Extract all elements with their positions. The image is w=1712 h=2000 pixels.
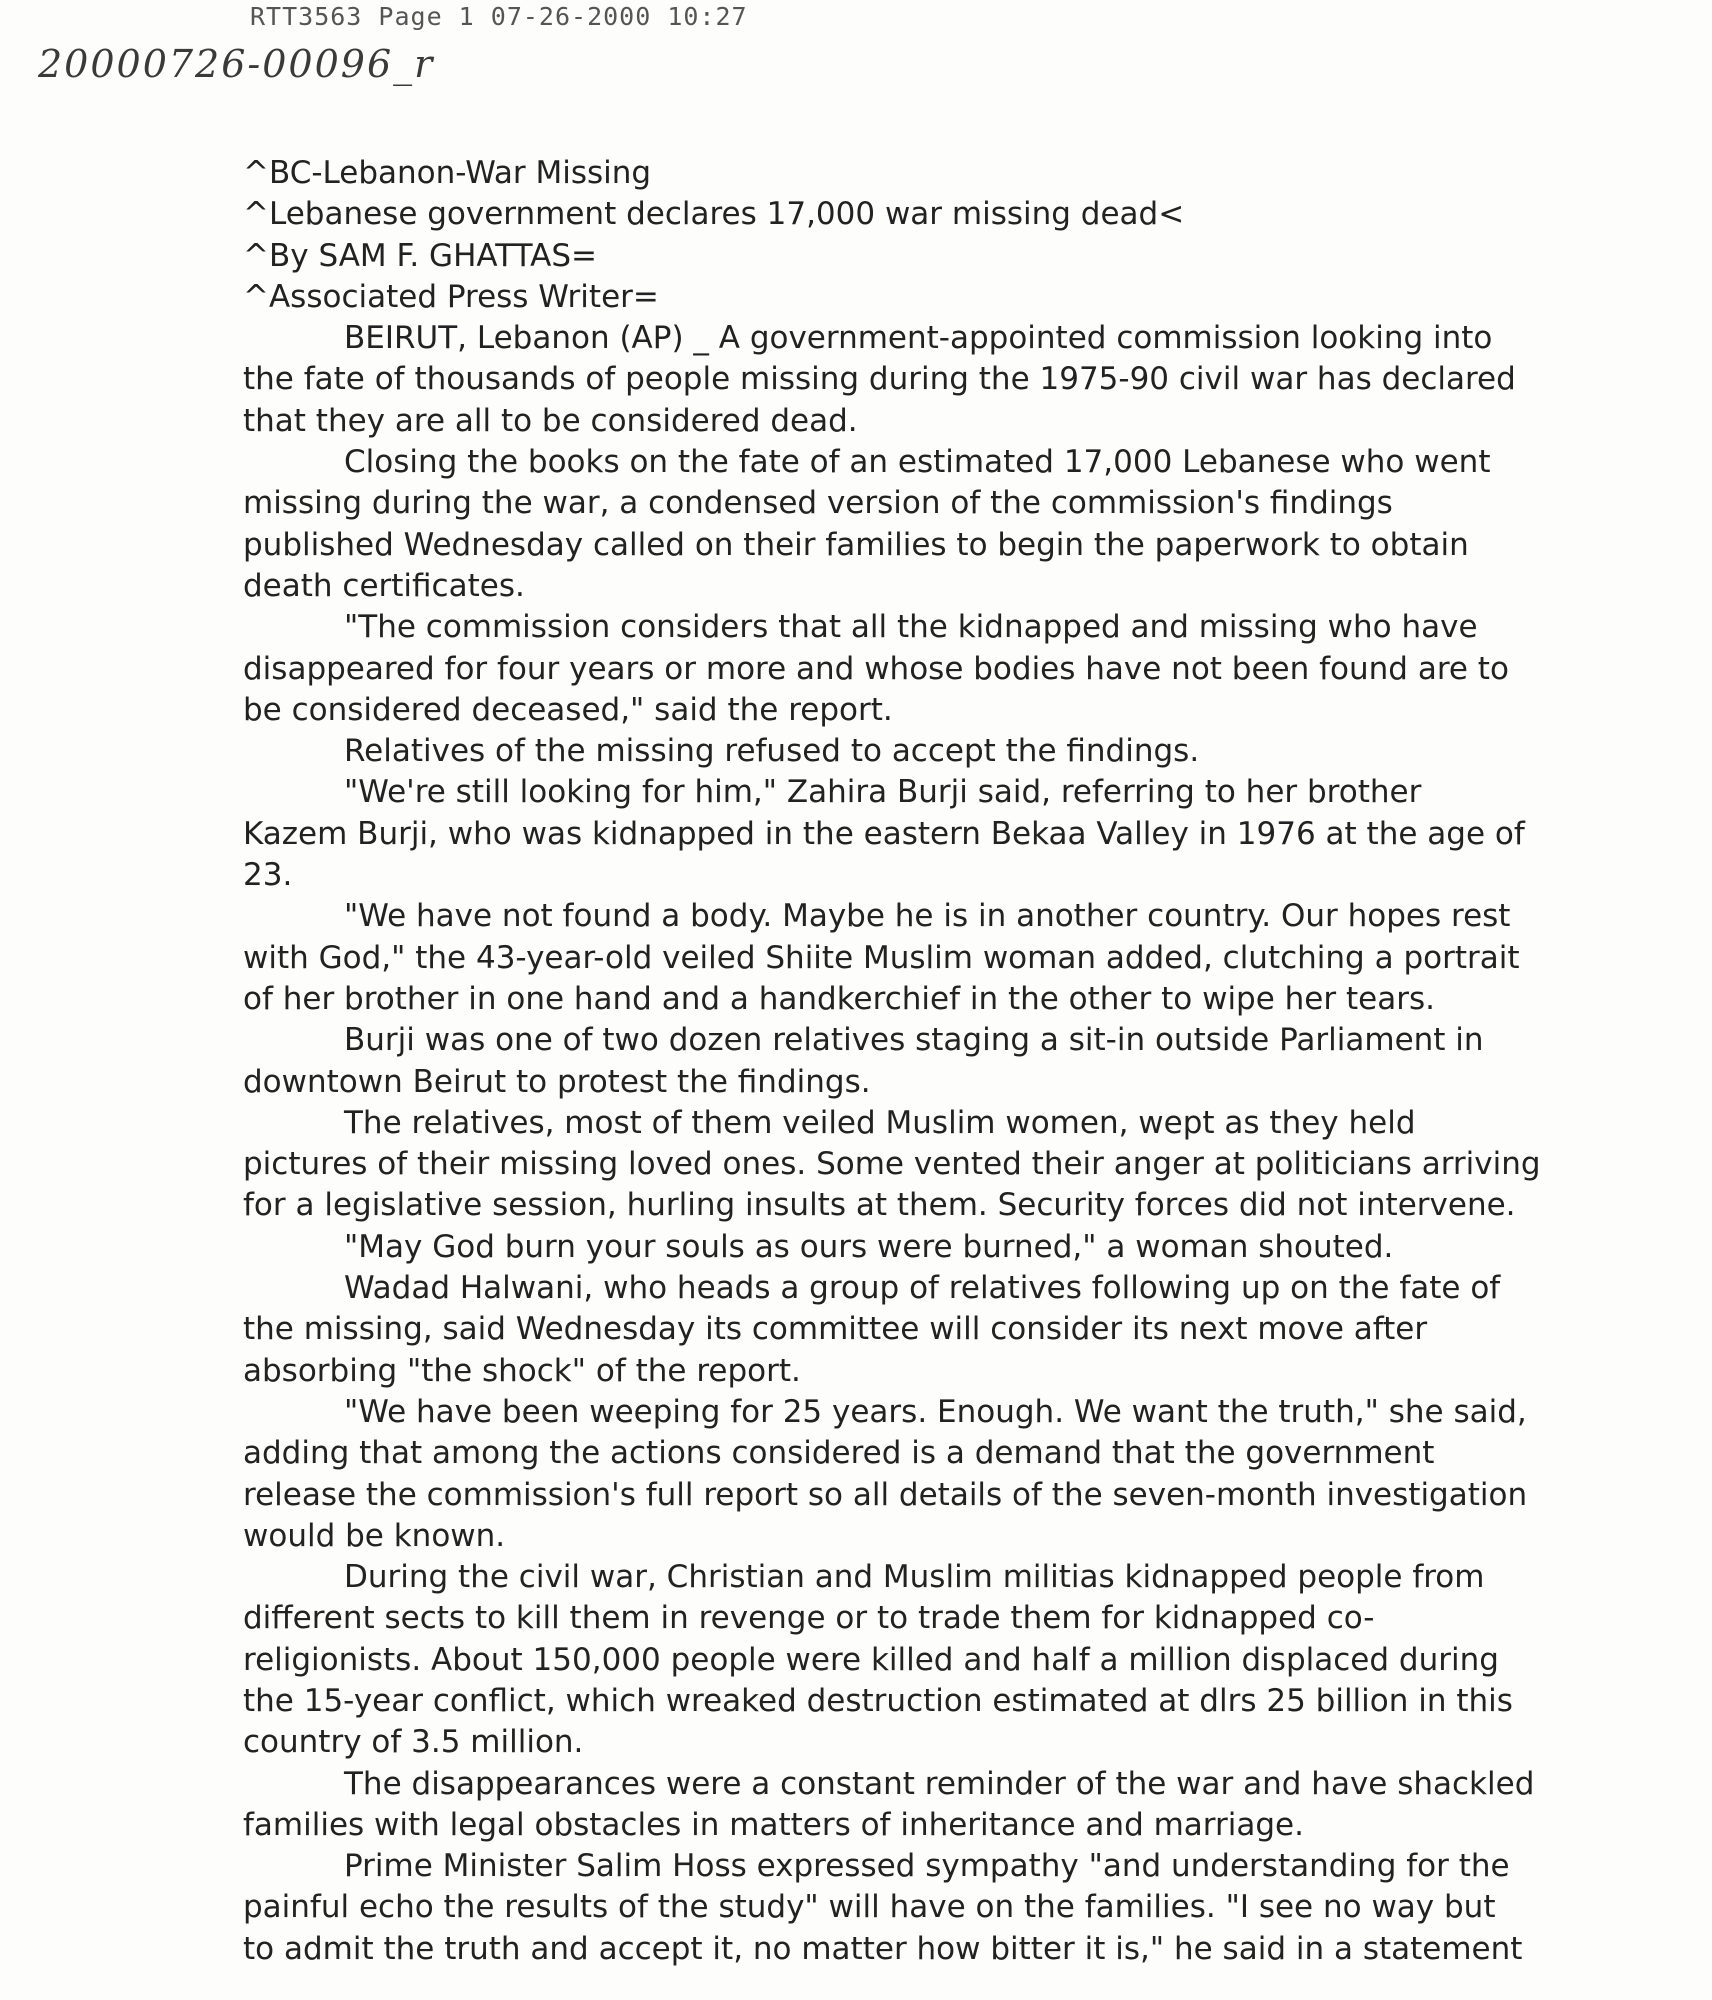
paragraph-first-line: The relatives, most of them veiled Muslim women, wept as they held	[344, 1104, 1416, 1141]
paragraph-line: families with legal obstacles in matters of inheritance and marriage.	[243, 1806, 1304, 1843]
paragraph-first-line: "We have been weeping for 25 years. Enough. We want the truth," she said,	[344, 1393, 1527, 1430]
article-credit: ^Associated Press Writer=	[243, 278, 659, 315]
paragraph-line: pictures of their missing loved ones. Some vented their anger at politicians arriving	[243, 1146, 1541, 1183]
paragraph-line: the 15-year conflict, which wreaked destruction estimated at dlrs 25 billion in this	[243, 1682, 1513, 1719]
article-headline: ^Lebanese government declares 17,000 war missing dead<	[243, 196, 1185, 233]
page-header: RTT3563 Page 1 07-26-2000 10:27	[250, 2, 748, 31]
paragraph-line: downtown Beirut to protest the findings.	[243, 1063, 871, 1100]
paragraph-line: of her brother in one hand and a handkerchief in the other to wipe her tears.	[243, 980, 1435, 1017]
paragraph-first-line: During the civil war, Christian and Muslim militias kidnapped people from	[344, 1559, 1485, 1596]
paragraph-line: published Wednesday called on their families to begin the paperwork to obtain	[243, 526, 1469, 563]
paragraph-first-line: "We're still looking for him," Zahira Burji said, referring to her brother	[344, 774, 1422, 811]
paragraph-line: disappeared for four years or more and whose bodies have not been found are to	[243, 650, 1509, 687]
paragraph-line: release the commission's full report so all details of the seven-month investigation	[243, 1476, 1528, 1513]
paragraph-line: Kazem Burji, who was kidnapped in the eastern Bekaa Valley in 1976 at the age of	[243, 815, 1525, 852]
paragraph-first-line: Wadad Halwani, who heads a group of relatives following up on the fate of	[344, 1270, 1501, 1307]
paragraph-first-line: The disappearances were a constant reminder of the war and have shackled	[344, 1765, 1535, 1802]
paragraph-first-line: Prime Minister Salim Hoss expressed sympathy "and understanding for the	[344, 1848, 1510, 1885]
paragraph-line: missing during the war, a condensed version of the commission's findings	[243, 485, 1393, 522]
paragraph-line: absorbing "the shock" of the report.	[243, 1352, 801, 1389]
paragraph-line: 23.	[243, 857, 293, 894]
paragraph-first-line: BEIRUT, Lebanon (AP) _ A government-appointed commission looking into	[344, 320, 1493, 357]
paragraph-line: religionists. About 150,000 people were killed and half a million displaced during	[243, 1641, 1499, 1678]
handwritten-document-id: 20000726-00096_r	[38, 42, 435, 86]
paragraph-line: be considered deceased," said the report.	[243, 691, 893, 728]
paragraph-first-line: "The commission considers that all the kidnapped and missing who have	[344, 609, 1478, 646]
paragraph-line: adding that among the actions considered is a demand that the government	[243, 1435, 1435, 1472]
paragraph-first-line: Relatives of the missing refused to accept the findings.	[344, 733, 1200, 770]
paragraph-line: death certificates.	[243, 567, 525, 604]
paragraph-line: with God," the 43-year-old veiled Shiite Muslim woman added, clutching a portrait	[243, 939, 1520, 976]
paragraph-first-line: "We have not found a body. Maybe he is in another country. Our hopes rest	[344, 898, 1511, 935]
paragraph-first-line: Burji was one of two dozen relatives staging a sit-in outside Parliament in	[344, 1022, 1484, 1059]
paragraph-line: the missing, said Wednesday its committee will consider its next move after	[243, 1311, 1428, 1348]
paragraph-line: would be known.	[243, 1517, 506, 1554]
paragraph-line: to admit the truth and accept it, no matter how bitter it is," he said in a statement	[243, 1930, 1523, 1967]
paragraph-first-line: "May God burn your souls as ours were burned," a woman shouted.	[344, 1228, 1394, 1265]
paragraph-line: country of 3.5 million.	[243, 1724, 584, 1761]
article-body	[243, 153, 1683, 1970]
paragraph-line: for a legislative session, hurling insults at them. Security forces did not intervene.	[243, 1187, 1516, 1224]
paragraph-line: different sects to kill them in revenge or to trade them for kidnapped co-	[243, 1600, 1375, 1637]
article-byline: ^By SAM F. GHATTAS=	[243, 237, 597, 274]
article-slug: ^BC-Lebanon-War Missing	[243, 155, 652, 191]
paragraph-line: painful echo the results of the study" will have on the families. "I see no way but	[243, 1889, 1496, 1926]
paragraph-line: that they are all to be considered dead.	[243, 402, 858, 439]
paragraph-line: the fate of thousands of people missing during the 1975-90 civil war has declared	[243, 361, 1516, 398]
paragraph-first-line: Closing the books on the fate of an estimated 17,000 Lebanese who went	[344, 444, 1491, 481]
